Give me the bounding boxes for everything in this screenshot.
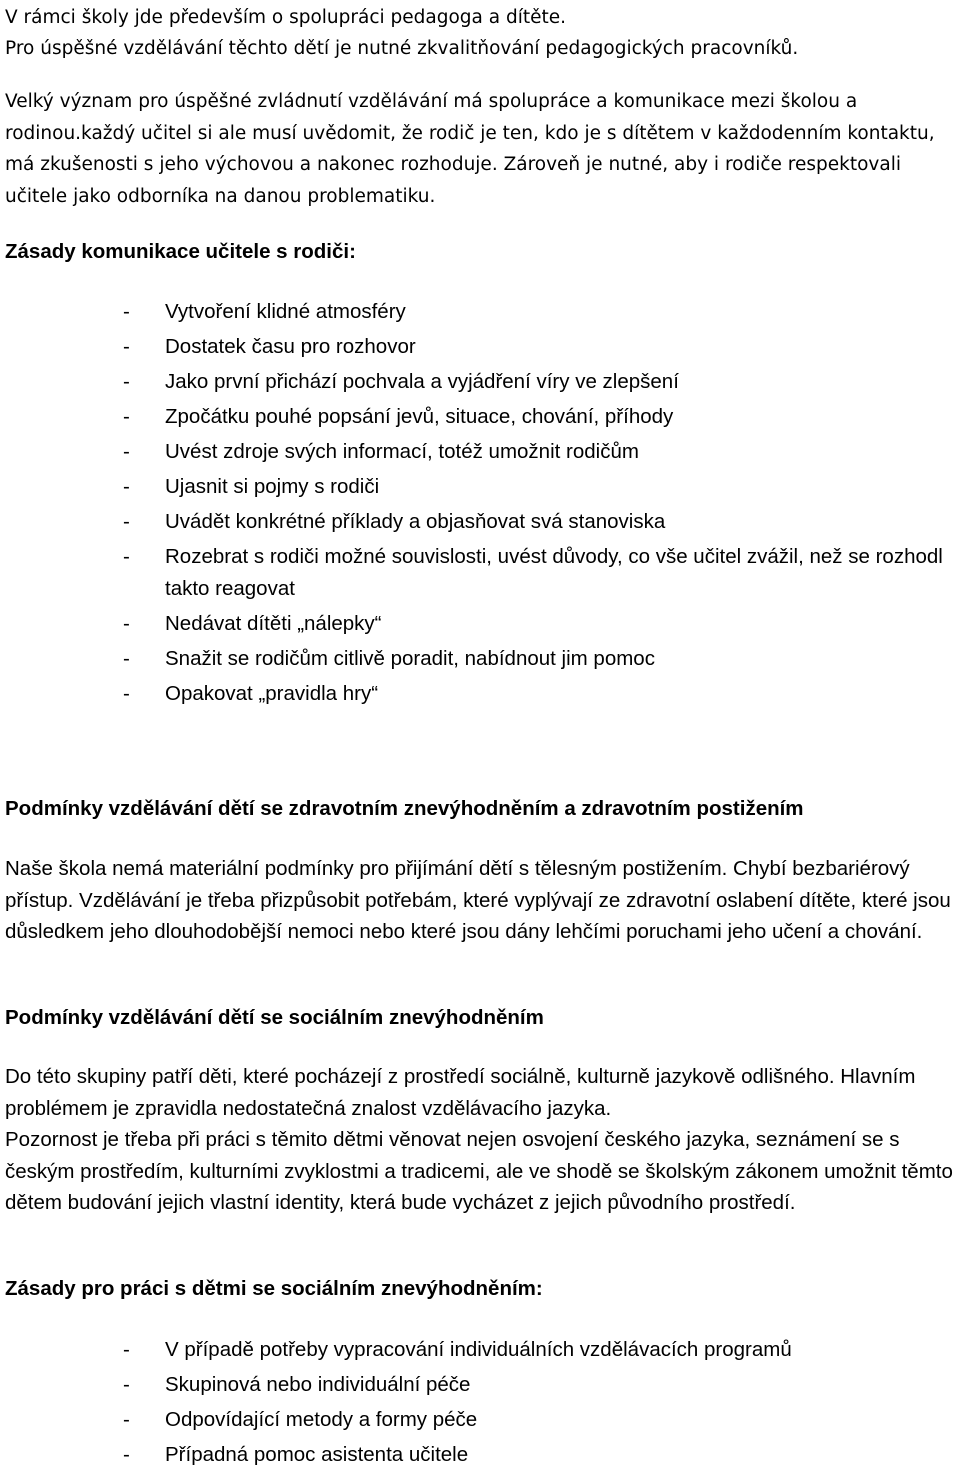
- health-paragraph: Naše škola nemá materiální podmínky pro přijímání dětí s tělesným postižením. Chybí bezbariérový přístup. Vzdělávání je třeba přizpůsobit potřebám, které vyplývají ze zdravotní oslabení dítěte, které jsou důsledkem jeho dlouhodobější nemoci nebo které jsou dány lehčími poruchami jeho učení a chování.: [5, 857, 951, 943]
- list-item: - Rozebrat s rodiči možné souvislosti, uvést důvody, co vše učitel zvážil, než se rozhodl takto reagovat: [0, 541, 960, 604]
- social-rules-list: [0, 1334, 960, 1471]
- list-item: - Odpovídající metody a formy péče: [0, 1404, 960, 1436]
- list-item: - Skupinová nebo individuální péče: [0, 1369, 960, 1401]
- dash-bullet: -: [123, 545, 130, 568]
- dash-bullet: -: [123, 440, 130, 463]
- list-item: - Jako první přichází pochvala a vyjádření víry ve zlepšení: [0, 366, 960, 398]
- list-item: - Uvést zdroje svých informací, totéž umožnit rodičům: [0, 436, 960, 468]
- intro-paragraph-2: Velký význam pro úspěšné zvládnutí vzdělávání má spolupráce a komunikace mezi školou a rodinou.každý učitel si ale musí uvědomit, že rodič je ten, kdo je s dítětem v každodenním kontaktu, má zkušenosti s jeho výchovou a nakonec rozhoduje. Zároveň je nutné, aby i rodiče respektovali učitele jako odborníka na danou problematiku.: [5, 91, 935, 207]
- dash-bullet: -: [123, 1338, 130, 1361]
- list-item: - Zpočátku pouhé popsání jevů, situace, chování, příhody: [0, 401, 960, 433]
- dash-bullet: -: [123, 1408, 130, 1431]
- intro-line-1: V rámci školy jde především o spolupráci pedagoga a dítěte.: [5, 7, 567, 28]
- dash-bullet: -: [123, 405, 130, 428]
- health-heading: Podmínky vzdělávání dětí se zdravotním znevýhodněním a zdravotním postižením: [5, 797, 804, 820]
- intro-line-2: Pro úspěšné vzdělávání těchto dětí je nutné zkvalitňování pedagogických pracovníků.: [5, 38, 799, 59]
- list-item: - Snažit se rodičům citlivě poradit, nabídnout jim pomoc: [0, 643, 960, 675]
- list-item: - Ujasnit si pojmy s rodiči: [0, 471, 960, 503]
- dash-bullet: -: [123, 611, 130, 635]
- intro-paragraph-1: [5, 2, 960, 64]
- list-item: - Uvádět konkrétné příklady a objasňovat svá stanoviska: [0, 506, 960, 538]
- dash-bullet: -: [123, 1373, 130, 1396]
- dash-bullet: -: [123, 1443, 130, 1466]
- list-item: - Nedávat dítěti „nálepky“: [0, 608, 960, 640]
- dash-bullet: -: [123, 510, 130, 533]
- dash-bullet: -: [123, 681, 130, 705]
- social-heading: Podmínky vzdělávání dětí se sociálním znevýhodněním: [5, 1006, 544, 1029]
- dash-bullet: -: [123, 646, 130, 670]
- social-paragraph-1: Do této skupiny patří děti, které pocházejí z prostředí sociálně, kulturně jazykově odlišného. Hlavním problémem je zpravidla nedostatečná znalost vzdělávacího jazyka.: [5, 1065, 916, 1120]
- list-item: - Případná pomoc asistenta učitele: [0, 1439, 960, 1471]
- social-paragraph-2: Pozornost je třeba při práci s těmito dětmi věnovat nejen osvojení českého jazyka, seznámení se s českým prostředím, kulturními zvyklostmi a tradicemi, ale ve shodě se školským zákonem umožnit těmto dětem budování jejich vlastní identity, která bude vycházet z jejich původního prostředí.: [5, 1128, 953, 1214]
- dash-bullet: -: [123, 370, 130, 393]
- list-item: - Dostatek času pro rozhovor: [0, 331, 960, 363]
- dash-bullet: -: [123, 335, 130, 358]
- list-item: - V případě potřeby vypracování individuálních vzdělávacích programů: [0, 1334, 960, 1366]
- list-item: - Opakovat „pravidla hry“: [0, 678, 960, 710]
- communication-heading: Zásady komunikace učitele s rodiči:: [5, 240, 356, 263]
- list-item: - Vytvoření klidné atmosféry: [0, 296, 960, 328]
- communication-list: [0, 296, 960, 709]
- social-rules-heading: Zásady pro práci s dětmi se sociálním znevýhodněním:: [5, 1277, 543, 1300]
- dash-bullet: -: [123, 300, 130, 323]
- dash-bullet: -: [123, 475, 130, 498]
